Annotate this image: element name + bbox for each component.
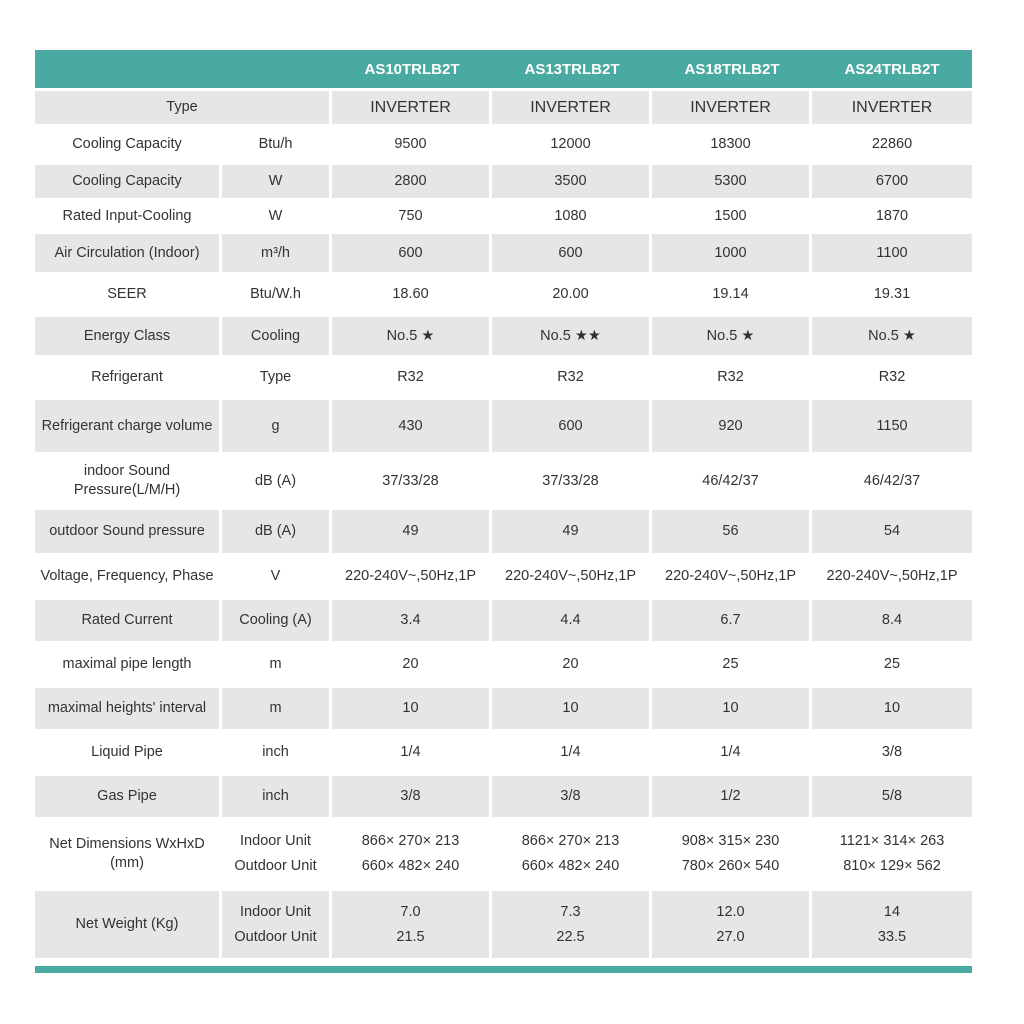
row-value: 10 <box>492 688 652 732</box>
row-value: 220-240V~,50Hz,1P <box>332 556 492 600</box>
table-row <box>35 201 972 234</box>
indoor-value: 908× 315× 230 <box>681 833 780 849</box>
indoor-value: 7.0 <box>400 903 421 920</box>
row-unit: Btu/h <box>222 127 332 165</box>
row-value: No.5 ★ <box>812 317 972 358</box>
table-row <box>35 644 972 688</box>
spec-table <box>35 50 972 961</box>
row-value: 12000 <box>492 127 652 165</box>
row-value: 10 <box>332 688 492 732</box>
row-value: 18300 <box>652 127 812 165</box>
unit-label: Outdoor Unit <box>234 858 317 874</box>
unit-label: Outdoor Unit <box>234 928 317 945</box>
row-value: 5/8 <box>812 776 972 820</box>
table-row <box>35 688 972 732</box>
row-label: maximal heights' interval <box>35 688 222 732</box>
row-value: 37/33/28 <box>492 455 652 510</box>
row-unit: inch <box>222 732 332 776</box>
indoor-value: 866× 270× 213 <box>521 833 620 849</box>
row-value: INVERTER <box>492 91 652 127</box>
outdoor-value: 22.5 <box>556 928 585 945</box>
row-label: Liquid Pipe <box>35 732 222 776</box>
table-row <box>35 732 972 776</box>
row-value: 9500 <box>332 127 492 165</box>
header-corner <box>35 50 332 91</box>
row-value: 4.4 <box>492 600 652 644</box>
row-value: 750 <box>332 201 492 234</box>
row-unit <box>222 820 332 891</box>
table-row <box>35 776 972 820</box>
row-value: 3/8 <box>812 732 972 776</box>
row-value: No.5 ★ <box>332 317 492 358</box>
row-value: 10 <box>652 688 812 732</box>
row-value: 1500 <box>652 201 812 234</box>
row-value: 220-240V~,50Hz,1P <box>812 556 972 600</box>
row-value: 19.14 <box>652 275 812 317</box>
row-value: 3.4 <box>332 600 492 644</box>
row-value: INVERTER <box>652 91 812 127</box>
row-value: INVERTER <box>332 91 492 127</box>
row-unit: Btu/W.h <box>222 275 332 317</box>
row-value: 6.7 <box>652 600 812 644</box>
row-value: 20 <box>492 644 652 688</box>
row-label: Net Weight (Kg) <box>35 891 222 961</box>
row-label: Refrigerant <box>35 358 222 400</box>
indoor-value: 7.3 <box>560 903 581 920</box>
row-value: 56 <box>652 510 812 556</box>
row-value: 600 <box>492 400 652 455</box>
unit-label: Indoor Unit <box>240 833 311 849</box>
row-value: 1/4 <box>332 732 492 776</box>
row-value: R32 <box>492 358 652 400</box>
table-row <box>35 510 972 556</box>
row-value: INVERTER <box>812 91 972 127</box>
row-value: R32 <box>812 358 972 400</box>
row-label: Cooling Capacity <box>35 127 222 165</box>
row-value: 20.00 <box>492 275 652 317</box>
row-unit: dB (A) <box>222 455 332 510</box>
row-value: No.5 ★ <box>652 317 812 358</box>
row-value: 22860 <box>812 127 972 165</box>
row-value: 49 <box>332 510 492 556</box>
indoor-value: 1121× 314× 263 <box>839 833 945 849</box>
row-value: 1150 <box>812 400 972 455</box>
table-row <box>35 358 972 400</box>
row-unit: m <box>222 688 332 732</box>
row-value <box>492 820 652 891</box>
row-unit: Cooling <box>222 317 332 358</box>
row-value: 220-240V~,50Hz,1P <box>492 556 652 600</box>
row-label: Energy Class <box>35 317 222 358</box>
row-value <box>652 891 812 961</box>
outdoor-value: 27.0 <box>716 928 745 945</box>
outdoor-value: 33.5 <box>877 928 907 945</box>
row-unit: Cooling (A) <box>222 600 332 644</box>
row-unit: m³/h <box>222 234 332 275</box>
row-value: 18.60 <box>332 275 492 317</box>
row-value: 2800 <box>332 165 492 201</box>
row-value: 3/8 <box>492 776 652 820</box>
row-value: No.5 ★★ <box>492 317 652 358</box>
row-unit: m <box>222 644 332 688</box>
row-unit: g <box>222 400 332 455</box>
row-value: 600 <box>492 234 652 275</box>
row-value: 3500 <box>492 165 652 201</box>
row-value: 1/4 <box>652 732 812 776</box>
row-value: 37/33/28 <box>332 455 492 510</box>
row-value <box>332 820 492 891</box>
table-row <box>35 600 972 644</box>
row-value: 600 <box>332 234 492 275</box>
row-value: 46/42/37 <box>812 455 972 510</box>
row-label: SEER <box>35 275 222 317</box>
row-label: Refrigerant charge volume <box>35 400 222 455</box>
row-label: maximal pipe length <box>35 644 222 688</box>
row-unit: dB (A) <box>222 510 332 556</box>
row-unit: V <box>222 556 332 600</box>
row-value: 1870 <box>812 201 972 234</box>
row-value <box>332 891 492 961</box>
row-value: 1000 <box>652 234 812 275</box>
table-row <box>35 400 972 455</box>
outdoor-value: 21.5 <box>396 928 425 945</box>
row-value: 8.4 <box>812 600 972 644</box>
unit-label: Indoor Unit <box>240 903 311 920</box>
model-header: AS18TRLB2T <box>652 50 812 91</box>
row-label: Rated Input-Cooling <box>35 201 222 234</box>
model-header: AS13TRLB2T <box>492 50 652 91</box>
row-value: 3/8 <box>332 776 492 820</box>
row-value: 5300 <box>652 165 812 201</box>
row-label: indoor Sound Pressure(L/M/H) <box>35 455 222 510</box>
row-value: 6700 <box>812 165 972 201</box>
row-label: Cooling Capacity <box>35 165 222 201</box>
outdoor-value: 660× 482× 240 <box>361 858 460 874</box>
table-row <box>35 820 972 891</box>
row-value: 1/2 <box>652 776 812 820</box>
row-unit <box>222 891 332 961</box>
outdoor-value: 810× 129× 562 <box>843 858 941 874</box>
table-row <box>35 165 972 201</box>
table-row <box>35 317 972 358</box>
table-row <box>35 891 972 961</box>
indoor-value: 14 <box>883 903 901 920</box>
row-value: 1/4 <box>492 732 652 776</box>
row-unit: Type <box>222 358 332 400</box>
row-value: 49 <box>492 510 652 556</box>
table-row <box>35 556 972 600</box>
row-label: Air Circulation (Indoor) <box>35 234 222 275</box>
row-value <box>812 820 972 891</box>
row-label: Net Dimensions WxHxD (mm) <box>35 820 222 891</box>
row-value: 220-240V~,50Hz,1P <box>652 556 812 600</box>
row-label: Voltage, Frequency, Phase <box>35 556 222 600</box>
row-value: 1080 <box>492 201 652 234</box>
row-value <box>652 820 812 891</box>
row-value: 54 <box>812 510 972 556</box>
row-value: R32 <box>332 358 492 400</box>
row-value <box>812 891 972 961</box>
model-header: AS10TRLB2T <box>332 50 492 91</box>
row-value: 1100 <box>812 234 972 275</box>
row-value: 25 <box>812 644 972 688</box>
row-unit: W <box>222 165 332 201</box>
row-value: 920 <box>652 400 812 455</box>
outdoor-value: 780× 260× 540 <box>681 858 780 874</box>
row-value: 19.31 <box>812 275 972 317</box>
table-row <box>35 275 972 317</box>
table-row <box>35 234 972 275</box>
row-value: R32 <box>652 358 812 400</box>
bottom-accent-bar <box>35 966 972 973</box>
row-value: 46/42/37 <box>652 455 812 510</box>
row-value <box>492 891 652 961</box>
row-value: 20 <box>332 644 492 688</box>
row-label: outdoor Sound pressure <box>35 510 222 556</box>
row-value: 430 <box>332 400 492 455</box>
header-row <box>35 50 972 91</box>
row-label: Gas Pipe <box>35 776 222 820</box>
table-row <box>35 455 972 510</box>
outdoor-value: 660× 482× 240 <box>521 858 620 874</box>
row-unit: inch <box>222 776 332 820</box>
table-row <box>35 91 972 127</box>
row-value: 25 <box>652 644 812 688</box>
indoor-value: 12.0 <box>716 903 745 920</box>
table-row <box>35 127 972 165</box>
row-value: 10 <box>812 688 972 732</box>
row-label: Rated Current <box>35 600 222 644</box>
row-label: Type <box>35 91 332 127</box>
model-header: AS24TRLB2T <box>812 50 972 91</box>
indoor-value: 866× 270× 213 <box>361 833 460 849</box>
row-unit: W <box>222 201 332 234</box>
